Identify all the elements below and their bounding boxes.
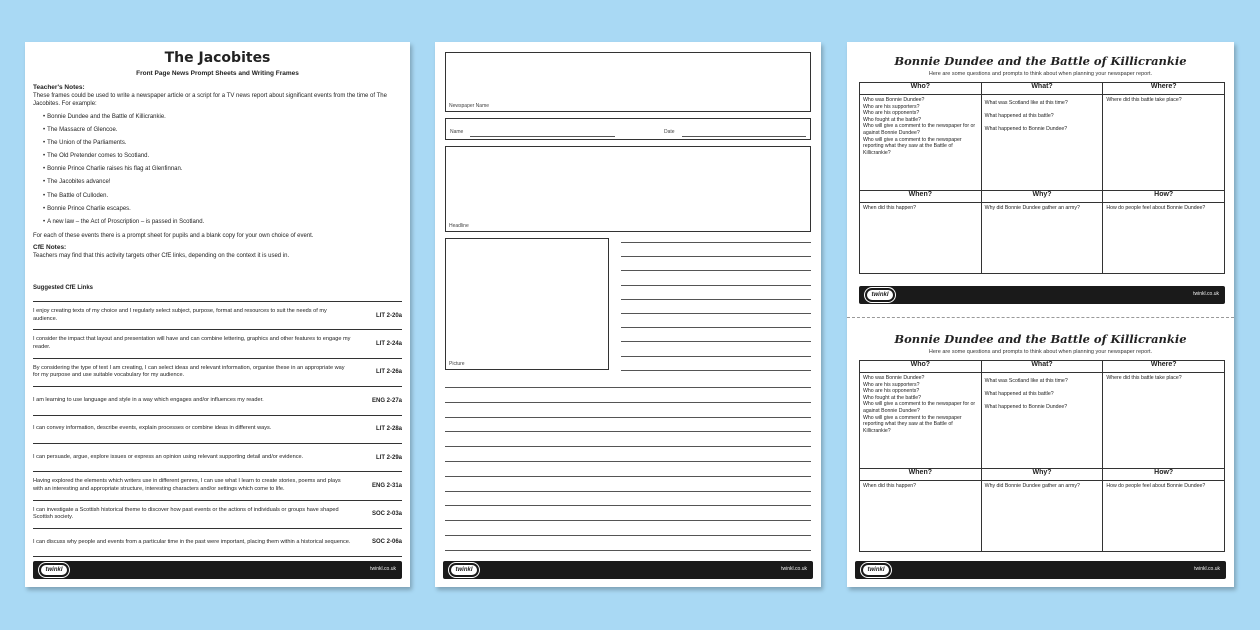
what-header: What? [982,83,1104,95]
notes-body [33,84,402,260]
cfe-notes-text: Teachers may find that this activity targets other CfE links, depending on the context it is used in. [33,252,290,259]
twinkl-logo: twinkl [39,563,69,577]
teachers-notes-text: These frames could be used to write a newspaper article or a script for a TV news report about significant events from the time of The Jacobites. For example: [33,93,387,107]
prompt-subtitle-bottom: Here are some questions and prompts to think about when planning your newspaper report. [928,349,1153,355]
cfe-link-text: I am learning to use language and style in a way which engages and/or influences my reader. [33,397,264,404]
twinkl-logo: twinkl [449,563,479,577]
headline-box [445,146,811,232]
prompt-sheet [847,42,1234,587]
name-date-box [445,118,811,140]
cfe-link-text: I enjoy creating texts of my choice and I regularly select subject, purpose, format and resources to suit the needs of my audience. [33,308,327,322]
who-prompts: Who was Bonnie Dundee? Who are his supporters? Who are his opponents? Who fought at the battle? Who will give a comment to the newspaper for or against Bonnie Dundee? Who will give a comment to the newspaper reporting what they saw at the Battle of Killicrankie? [860,373,982,468]
events-list [43,111,402,229]
headline-label: Headline [449,223,469,229]
cfe-notes-heading: CfE Notes: [33,243,67,251]
writing-line [445,387,811,388]
writing-line [621,270,811,271]
footer-bar [855,561,1226,579]
teachers-notes-heading: Teacher's Notes: [33,84,85,91]
name-label: Name [450,129,464,135]
when-prompts: When did this happen? [860,481,982,551]
cfe-link-code: LIT 2-24a [375,341,402,348]
how-prompts: How do people feel about Bonnie Dundee? [1106,483,1206,489]
footer-bar [33,561,402,579]
why-header: Why? [982,469,1104,481]
writing-line [445,535,811,536]
writing-line [445,520,811,521]
event-item: • The Old Pretender comes to Scotland. [43,150,402,163]
event-item: • Bonnie Dundee and the Battle of Killicrankie. [43,111,402,124]
cfe-link-code: SOC 2-06a [371,539,402,546]
name-line [470,136,615,137]
newspaper-name-box [445,52,811,112]
prompt-title-top: Bonnie Dundee and the Battle of Killicrankie [894,54,1187,68]
events-after-text: For each of these events there is a prompt sheet for pupils and a blank copy for your own choice of event. [33,232,314,239]
prompt-grid-bottom [859,360,1225,552]
date-line [682,136,806,137]
why-header: Why? [982,191,1104,203]
where-prompts: Where did this battle take place? [1106,375,1182,381]
writing-line [621,299,811,300]
prompt-grid-top [859,82,1225,274]
teachers-notes-sheet [25,42,410,587]
cfe-link-text: I can discuss why people and events from a particular time in the past were important, placing them within a historical sequence. [33,538,351,545]
writing-line [621,242,811,243]
cfe-link-code: ENG 2-27a [371,397,402,404]
cfe-link-code: LIT 2-20a [375,312,402,319]
how-header: How? [1103,191,1224,203]
where-header: Where? [1103,83,1224,95]
writing-line [621,341,811,342]
writing-line [621,256,811,257]
cfe-link-row [33,358,402,386]
footer-url: twinkl.co.uk [1194,566,1220,572]
writing-line [445,402,811,403]
event-item: • The Union of the Parliaments. [43,137,402,150]
cfe-link-row [33,386,402,414]
cfe-link-row [33,443,402,471]
writing-line [445,431,811,432]
what-prompts: What was Scotland like at this time? What happened at this battle? What happened to Bonnie Dundee? [982,373,1104,468]
cfe-link-code: SOC 2-03a [371,511,402,518]
writing-line [621,370,811,371]
where-header: Where? [1103,361,1224,373]
event-item: • Bonnie Prince Charlie raises his flag at Glenfinnan. [43,163,402,176]
footer-bar [859,286,1225,304]
when-prompts: When did this happen? [860,203,982,273]
writing-line [621,327,811,328]
prompt-title-bottom: Bonnie Dundee and the Battle of Killicrankie [894,332,1187,346]
twinkl-logo: twinkl [861,563,891,577]
footer-url: twinkl.co.uk [781,566,807,572]
when-header: When? [860,469,982,481]
cfe-link-row [33,329,402,357]
writing-line [445,550,811,551]
cfe-link-text: I can persuade, argue, explore issues or express an opinion using relevant supporting detail and/or evidence. [33,453,304,460]
newspaper-name-label: Newspaper Name [449,103,490,109]
writing-line [621,356,811,357]
footer-url: twinkl.co.uk [370,566,396,572]
why-prompts: Why did Bonnie Dundee gather an army? [982,481,1104,551]
writing-line [621,285,811,286]
cfe-link-code: LIT 2-26a [375,369,402,376]
who-header: Who? [860,83,982,95]
event-item: • Bonnie Prince Charlie escapes. [43,203,402,216]
sheet-title: The Jacobites [164,50,271,66]
cfe-link-text: Having explored the elements which writers use in different genres, I can use what I learn to create stories, poems and plays with an interesting and appropriate structure, interesting characters and/or settings which come to life. [33,478,341,493]
what-header: What? [982,361,1104,373]
when-header: When? [860,191,982,203]
writing-line [445,476,811,477]
cfe-link-row [33,528,402,556]
where-prompts: Where did this battle take place? [1106,97,1182,103]
writing-line [445,461,811,462]
event-item: • The Jacobites advance! [43,176,402,189]
writing-line [445,491,811,492]
cfe-link-row [33,471,402,499]
cfe-link-text: I can investigate a Scottish historical theme to discover how past events or the actions of individuals or groups have shaped Scottish society. [33,506,339,521]
prompt-subtitle-top: Here are some questions and prompts to think about when planning your newspaper report. [928,71,1153,77]
writing-line [445,446,811,447]
cfe-link-row [33,301,402,329]
twinkl-logo: twinkl [865,288,895,302]
picture-label: Picture [449,361,465,367]
cfe-link-code: LIT 2-29a [375,454,402,461]
who-prompts: Who was Bonnie Dundee? Who are his supporters? Who are his opponents? Who fought at the battle? Who will give a comment to the newspaper for or against Bonnie Dundee? Who will give a comment to the newspaper reporting what they saw at the Battle of Killicrankie? [860,95,982,190]
sheet-subtitle: Front Page News Prompt Sheets and Writing Frames [136,70,299,77]
footer-bar [443,561,813,579]
cfe-links-table [33,301,402,557]
cfe-link-text: I can convey information, describe events, explain processes or combine ideas in different ways. [33,425,272,432]
writing-line [621,313,811,314]
event-item: • The Battle of Culloden. [43,190,402,203]
cfe-link-row [33,415,402,443]
cfe-link-text: I consider the impact that layout and presentation will have and can combine lettering, graphics and other features to engage my reader. [33,336,351,351]
who-header: Who? [860,361,982,373]
footer-url: twinkl.co.uk [1193,291,1219,297]
cfe-link-row [33,500,402,528]
how-prompts: How do people feel about Bonnie Dundee? [1106,205,1206,211]
cfe-link-code: ENG 2-31a [371,483,402,490]
cut-line [847,317,1234,318]
how-header: How? [1103,469,1224,481]
cfe-links-heading: Suggested CfE Links [33,285,94,291]
date-label: Date [664,129,675,135]
cfe-link-text: By considering the type of text I am creating, I can select ideas and relevant information, organise these in an appropriate way for my purpose and use suitable vocabulary for my audience. [33,364,345,379]
cfe-link-code: LIT 2-28a [375,426,402,433]
writing-line [445,417,811,418]
picture-box [445,238,609,370]
why-prompts: Why did Bonnie Dundee gather an army? [982,203,1104,273]
what-prompts: What was Scotland like at this time? What happened at this battle? What happened to Bonnie Dundee? [982,95,1104,190]
writing-frame-sheet [435,42,821,587]
event-item: • The Massacre of Glencoe. [43,124,402,137]
writing-line [445,505,811,506]
event-item: • A new law – the Act of Proscription – is passed in Scotland. [43,216,402,229]
